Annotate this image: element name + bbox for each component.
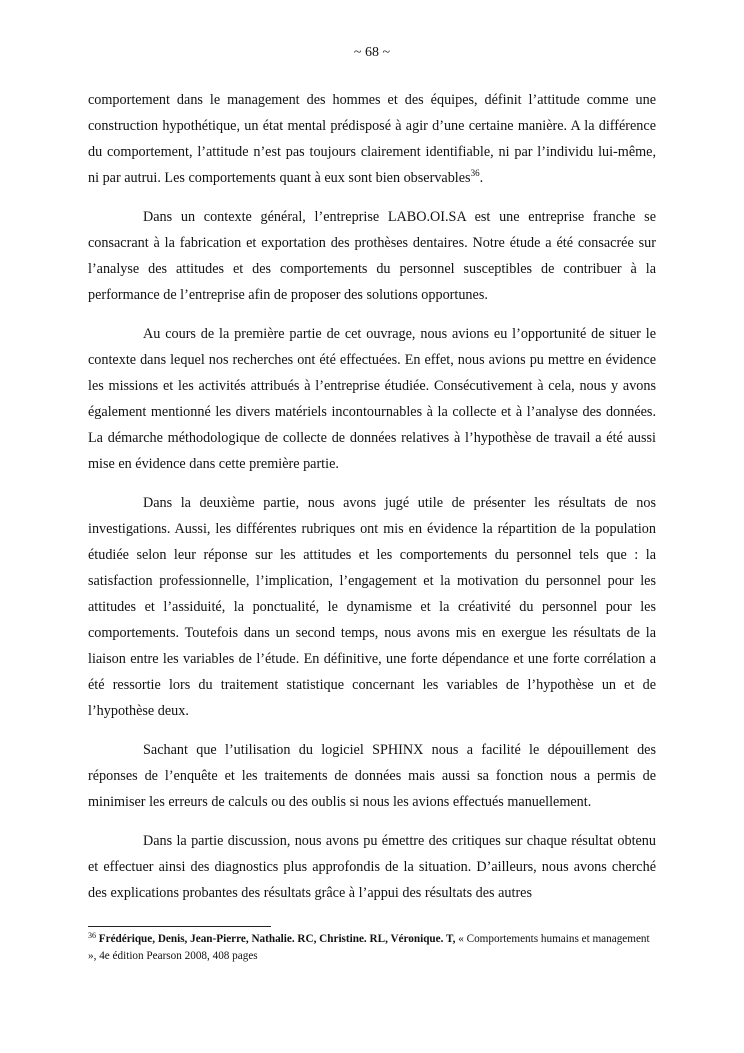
page-number: ~ 68 ~	[353, 45, 391, 60]
footnote-separator	[88, 926, 271, 927]
body-text	[88, 87, 656, 919]
paragraph-5: Sachant que l’utilisation du logiciel SPHINX nous a facilité le dépouillement des réponses de l’enquête et les traitements de données mais aussi sa fonction nous a permis de minimiser les erreurs de calculs ou des oublis si nous les avions effectués manuellement.	[88, 742, 656, 810]
footnote-authors: Frédérique, Denis, Jean-Pierre, Nathalie. RC, Christine. RL, Véronique. T,	[98, 933, 456, 945]
footnote-reference[interactable]: 36	[470, 168, 480, 178]
paragraph-1: comportement dans le management des hommes et des équipes, définit l’attitude comme une construction hypothétique, un état mental prédisposé à agir d’une certaine manière. A la différence du comportement, l’attitude n’est pas toujours clairement identifiable, ni par l’individu lui-même, ni par autrui. Les comportements quant à eux sont bien observables$^{36}$.	[88, 92, 656, 186]
paragraph-6: Dans la partie discussion, nous avons pu émettre des critiques sur chaque résultat obtenu et effectuer ainsi des diagnostics plus approfondis de la situation. D’ailleurs, nous avons cherché des explications probantes des résultats grâce à l’appui des résultats des autres	[88, 833, 656, 901]
paragraph-4: Dans la deuxième partie, nous avons jugé utile de présenter les résultats de nos investigations. Aussi, les différentes rubriques ont mis en évidence la répartition de la population étudiée selon leur réponse sur les attitudes et les comportements du personnel tels que : la satisfaction professionnelle, l’implication, l’engagement et la motivation du personnel pour les attitudes et l’assiduité, la ponctualité, le dynamisme et la créativité du personnel pour les comportements. Toutefois dans un second temps, nous avons mis en exergue les résultats de la liaison entre les variables de l’étude. En définitive, une forte dépendance et une forte corrélation a été ressortie lors du traitement statistique concernant les variables de l’hypothèse un et de l’hypothèse deux.	[88, 495, 656, 719]
footnote-number: 36	[88, 931, 96, 940]
footnote-citation: « Comportements humains et management », 4e édition Pearson 2008, 408 pages	[88, 933, 650, 962]
footnote	[88, 931, 658, 965]
paragraph-2: Dans un contexte général, l’entreprise LABO.OI.SA est une entreprise franche se consacrant à la fabrication et exportation des prothèses dentaires. Notre étude a été consacrée sur l’analyse des attitudes et des comportements du personnel susceptibles de contribuer à la performance de l’entreprise afin de proposer des solutions opportunes.	[88, 209, 656, 303]
paragraph-3: Au cours de la première partie de cet ouvrage, nous avions eu l’opportunité de situer le contexte dans lequel nos recherches ont été effectuées. En effet, nous avions pu mettre en évidence les missions et les activités attribués à l’entreprise étudiée. Consécutivement à cela, nous y avons également mentionné les divers matériels incontournables à la collecte et à l’analyse des données. La démarche méthodologique de collecte de données relatives à l’hypothèse de travail a été aussi mise en évidence dans cette première partie.	[88, 326, 656, 472]
